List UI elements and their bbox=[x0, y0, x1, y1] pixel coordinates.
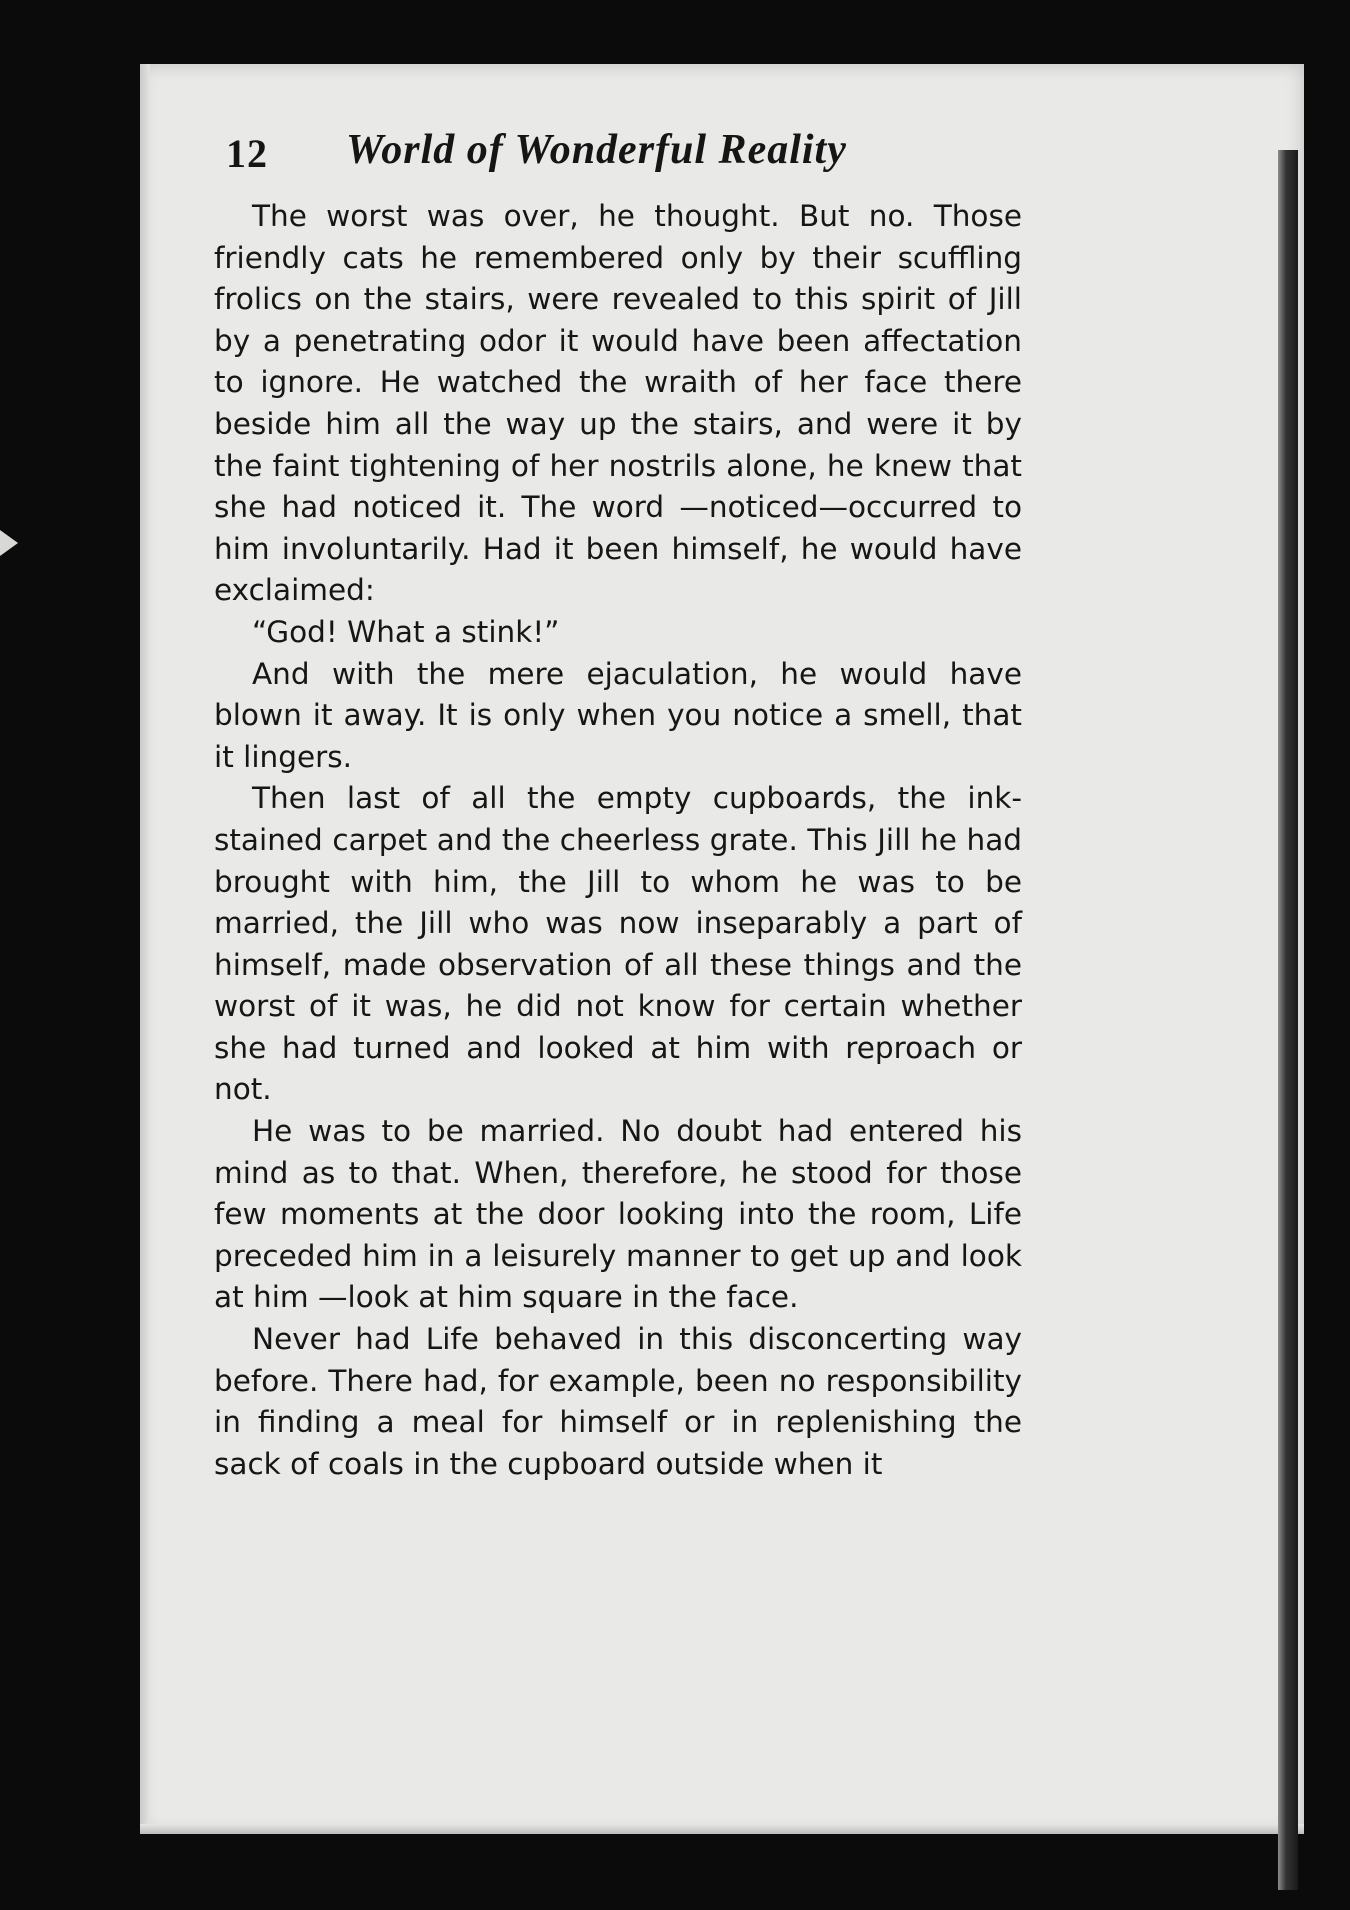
book-title: World of Wonderful Reality bbox=[346, 127, 847, 173]
dialogue-line: “God! What a stink!” bbox=[252, 614, 560, 649]
scan-edge-mark bbox=[0, 530, 18, 556]
paragraph: Never had Life behaved in this disconcerting way before. There had, for example, been no responsibility in finding a meal for himself or in replenishing the sack of coals in the cupboard outside when it bbox=[214, 1322, 1022, 1481]
running-head bbox=[226, 120, 946, 190]
body-text bbox=[214, 196, 1022, 1485]
paragraph: The worst was over, he thought. But no. Those friendly cats he remembered only by their scuffling frolics on the stairs, were revealed to this spirit of Jill by a penetrating odor it would have been affectation to ignore. He watched the wraith of her face there beside him all the way up the stairs, and were it by the faint tightening of her nostrils alone, he knew that she had noticed it. The word —noticed—occurred to him involuntarily. Had it been himself, he would have exclaimed: bbox=[214, 199, 1022, 608]
paragraph: He was to be married. No doubt had entered his mind as to that. When, therefore, he stood for those few moments at the door looking into the room, Life preceded him in a leisurely manner to get up and look at him —look at him square in the face. bbox=[214, 1114, 1022, 1315]
paragraph: And with the mere ejaculation, he would have blown it away. It is only when you notice a smell, that it lingers. bbox=[214, 656, 1022, 774]
page-number: 12 bbox=[226, 131, 268, 176]
paragraph: Then last of all the empty cupboards, the ink-stained carpet and the cheerless grate. This Jill he had brought with him, the Jill to whom he was to be married, the Jill who was now inseparably a part of himself, made observation of all these things and the worst of it was, he did not know for certain whether she had turned and looked at him with reproach or not. bbox=[214, 781, 1022, 1107]
page-left-edge bbox=[140, 64, 150, 1834]
page-bottom-edge bbox=[140, 1824, 1304, 1834]
book-binding-shadow bbox=[1278, 150, 1298, 1890]
